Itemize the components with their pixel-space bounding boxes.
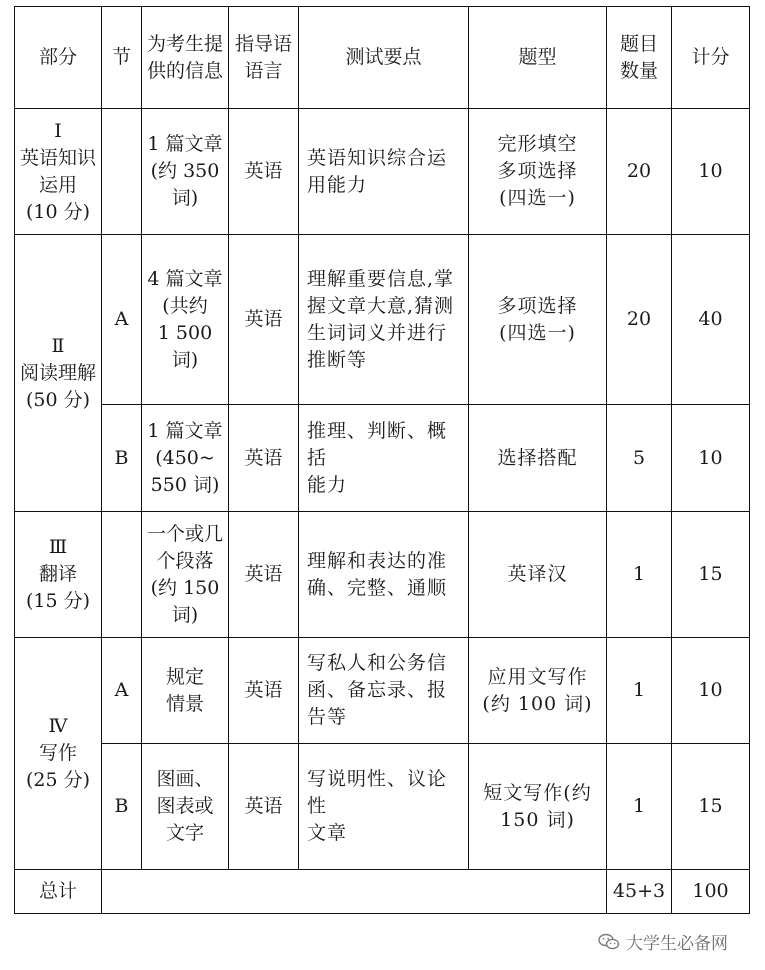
part4a-score: 10 xyxy=(672,638,750,744)
part4b-type: 短文写作(约 150 词) xyxy=(469,744,607,870)
part4-label: Ⅳ 写作 (25 分) xyxy=(15,638,102,870)
part1-label: I 英语知识 运用 (10 分) xyxy=(15,109,102,235)
header-focus: 测试要点 xyxy=(299,7,469,109)
header-part: 部分 xyxy=(15,7,102,109)
row-part4-a xyxy=(15,638,750,744)
part1-info: 1 篇文章 (约 350 词) xyxy=(142,109,229,235)
row-part2-a xyxy=(15,235,750,405)
part4a-info: 规定 情景 xyxy=(142,638,229,744)
header-lang: 指导语 语言 xyxy=(229,7,299,109)
part3-label: Ⅲ 翻译 (15 分) xyxy=(15,512,102,638)
part1-lang: 英语 xyxy=(229,109,299,235)
part4a-type: 应用文写作 (约 100 词) xyxy=(469,638,607,744)
header-count: 题目 数量 xyxy=(607,7,672,109)
part2a-type: 多项选择 (四选一) xyxy=(469,235,607,405)
part3-info: 一个或几 个段落 (约 150 词) xyxy=(142,512,229,638)
part2a-info: 4 篇文章 (共约 1 500 词) xyxy=(142,235,229,405)
part2a-lang: 英语 xyxy=(229,235,299,405)
part2b-count: 5 xyxy=(607,405,672,512)
part4b-count: 1 xyxy=(607,744,672,870)
part4b-section: B xyxy=(102,744,142,870)
header-section: 节 xyxy=(102,7,142,109)
part3-lang: 英语 xyxy=(229,512,299,638)
part4a-focus: 写私人和公务信 函、备忘录、报 告等 xyxy=(299,638,469,744)
part4b-focus: 写说明性、议论性 文章 xyxy=(299,744,469,870)
part3-score: 15 xyxy=(672,512,750,638)
header-info: 为考生提 供的信息 xyxy=(142,7,229,109)
total-row xyxy=(15,870,750,914)
part1-score: 10 xyxy=(672,109,750,235)
row-part4-b xyxy=(15,744,750,870)
part1-focus: 英语知识综合运 用能力 xyxy=(299,109,469,235)
part3-section xyxy=(102,512,142,638)
part2a-count: 20 xyxy=(607,235,672,405)
row-part1 xyxy=(15,109,750,235)
part2a-section: A xyxy=(102,235,142,405)
total-label: 总计 xyxy=(15,870,102,914)
part4b-score: 15 xyxy=(672,744,750,870)
header-type: 题型 xyxy=(469,7,607,109)
part3-count: 1 xyxy=(607,512,672,638)
part2b-score: 10 xyxy=(672,405,750,512)
part2b-section: B xyxy=(102,405,142,512)
part2b-type: 选择搭配 xyxy=(469,405,607,512)
exam-structure-table xyxy=(14,6,750,914)
row-part2-b xyxy=(15,405,750,512)
part4a-section: A xyxy=(102,638,142,744)
part4b-info: 图画、 图表或 文字 xyxy=(142,744,229,870)
total-count: 45+3 xyxy=(607,870,672,914)
part1-section xyxy=(102,109,142,235)
part2b-focus: 推理、判断、概括 能力 xyxy=(299,405,469,512)
part3-type: 英译汉 xyxy=(469,512,607,638)
watermark-text: 大学生必备网 xyxy=(626,934,728,954)
part4a-lang: 英语 xyxy=(229,638,299,744)
row-part3 xyxy=(15,512,750,638)
header-score: 计分 xyxy=(672,7,750,109)
total-score: 100 xyxy=(672,870,750,914)
total-blank xyxy=(102,870,607,914)
part4a-count: 1 xyxy=(607,638,672,744)
watermark xyxy=(598,929,728,954)
part2a-focus: 理解重要信息,掌 握文章大意,猜测 生词词义并进行 推断等 xyxy=(299,235,469,405)
header-row xyxy=(15,7,750,109)
part4b-lang: 英语 xyxy=(229,744,299,870)
part2-label: Ⅱ 阅读理解 (50 分) xyxy=(15,235,102,512)
part2a-score: 40 xyxy=(672,235,750,405)
part3-focus: 理解和表达的准 确、完整、通顺 xyxy=(299,512,469,638)
part1-type: 完形填空 多项选择 (四选一) xyxy=(469,109,607,235)
part2b-lang: 英语 xyxy=(229,405,299,512)
part2b-info: 1 篇文章 (450~ 550 词) xyxy=(142,405,229,512)
wechat-icon xyxy=(598,933,620,951)
part1-count: 20 xyxy=(607,109,672,235)
